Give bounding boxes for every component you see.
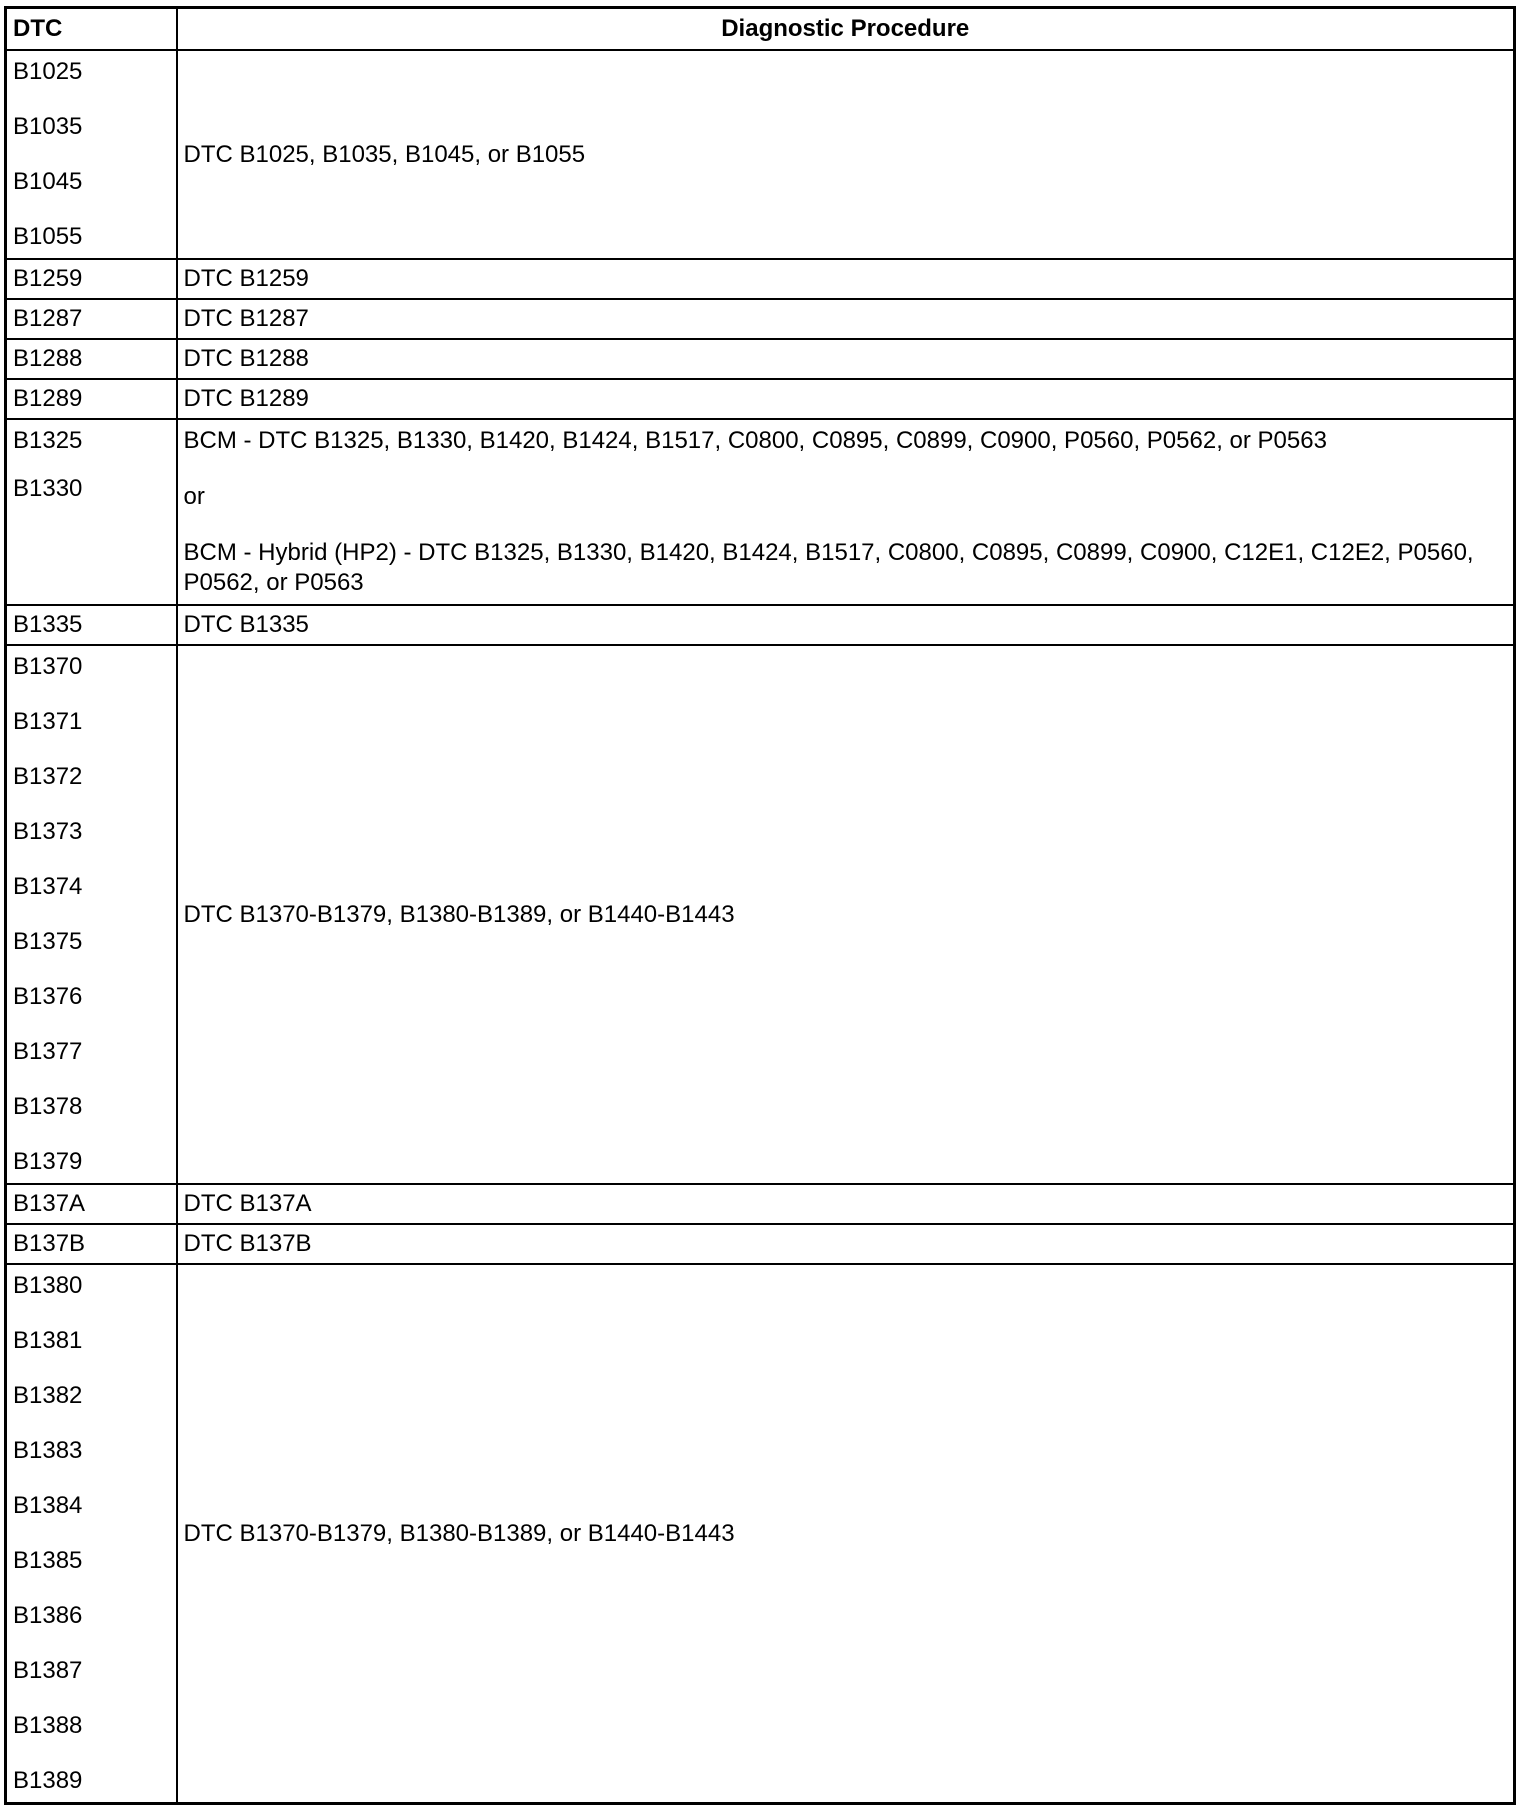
header-row xyxy=(6,8,1515,51)
dtc-code: B1389 xyxy=(13,1767,83,1794)
dtc-code: B1372 xyxy=(13,763,83,790)
table-row xyxy=(6,1264,1515,1804)
dtc-cell xyxy=(6,1224,177,1264)
dtc-code: B1374 xyxy=(13,873,83,900)
procedure-column-header: Diagnostic Procedure xyxy=(177,8,1515,51)
table-row xyxy=(6,419,1515,605)
dtc-cell xyxy=(6,339,177,379)
dtc-code: B1376 xyxy=(13,983,83,1010)
dtc-code: B1370 xyxy=(13,653,83,680)
dtc-code: B1387 xyxy=(13,1657,83,1684)
procedure-text: DTC B1025, B1035, B1045, or B1055 xyxy=(183,140,586,168)
procedure-text: or xyxy=(183,483,205,510)
dtc-code: B137A xyxy=(13,1190,86,1217)
table-row xyxy=(6,1184,1515,1224)
procedure-cell xyxy=(177,1264,1515,1804)
dtc-code: B1259 xyxy=(13,265,83,292)
procedure-cell xyxy=(177,645,1515,1184)
dtc-cell xyxy=(6,419,177,605)
dtc-cell xyxy=(6,645,177,1184)
dtc-code: B1379 xyxy=(13,1148,83,1175)
dtc-code: B1378 xyxy=(13,1093,83,1120)
dtc-code: B1383 xyxy=(13,1437,83,1464)
dtc-code: B1288 xyxy=(13,345,83,372)
dtc-code: B1035 xyxy=(13,113,83,140)
dtc-code: B137B xyxy=(13,1230,86,1257)
dtc-code: B1385 xyxy=(13,1547,83,1574)
dtc-code: B1325 xyxy=(13,427,83,454)
procedure-text: DTC B137B xyxy=(183,1230,312,1257)
procedure-cell xyxy=(177,379,1515,419)
procedure-text: DTC B137A xyxy=(183,1190,312,1217)
dtc-cell xyxy=(6,605,177,645)
procedure-cell xyxy=(177,259,1515,299)
procedure-text: BCM - Hybrid (HP2) - DTC B1325, B1330, B1420, B1424, B1517, C0800, C0895, C0899, C0900, C12E1, C12E2, P0560, P0562, or P0563 xyxy=(183,539,1474,596)
dtc-column-header: DTC xyxy=(6,8,177,51)
dtc-code: B1055 xyxy=(13,223,83,250)
table-row xyxy=(6,299,1515,339)
dtc-table xyxy=(4,6,1516,1805)
procedure-text: DTC B1335 xyxy=(183,611,309,638)
dtc-cell xyxy=(6,379,177,419)
procedure-cell xyxy=(177,299,1515,339)
dtc-code: B1384 xyxy=(13,1492,83,1519)
table-row xyxy=(6,605,1515,645)
dtc-cell xyxy=(6,299,177,339)
dtc-code: B1381 xyxy=(13,1327,83,1354)
procedure-cell xyxy=(177,50,1515,259)
procedure-text: BCM - DTC B1325, B1330, B1420, B1424, B1517, C0800, C0895, C0899, C0900, P0560, P0562, or P0563 xyxy=(183,427,1327,454)
dtc-code: B1025 xyxy=(13,58,83,85)
procedure-text: DTC B1370-B1379, B1380-B1389, or B1440-B1443 xyxy=(183,900,735,928)
dtc-code: B1373 xyxy=(13,818,83,845)
dtc-code: B1380 xyxy=(13,1272,83,1299)
dtc-code: B1045 xyxy=(13,168,83,195)
table-row xyxy=(6,339,1515,379)
dtc-code: B1375 xyxy=(13,928,83,955)
dtc-cell xyxy=(6,259,177,299)
dtc-code: B1388 xyxy=(13,1712,83,1739)
table-row xyxy=(6,645,1515,1184)
procedure-cell xyxy=(177,419,1515,605)
dtc-code: B1287 xyxy=(13,305,83,332)
procedure-text: DTC B1288 xyxy=(183,345,309,372)
table-row xyxy=(6,50,1515,259)
procedure-text: DTC B1370-B1379, B1380-B1389, or B1440-B1443 xyxy=(183,1519,735,1547)
dtc-cell xyxy=(6,1264,177,1804)
table-body xyxy=(6,50,1515,1804)
dtc-code: B1382 xyxy=(13,1382,83,1409)
procedure-text: DTC B1287 xyxy=(183,305,309,332)
dtc-code: B1386 xyxy=(13,1602,83,1629)
table-row xyxy=(6,259,1515,299)
dtc-code: B1335 xyxy=(13,611,83,638)
procedure-cell xyxy=(177,339,1515,379)
procedure-cell xyxy=(177,1224,1515,1264)
dtc-code: B1371 xyxy=(13,708,83,735)
dtc-cell xyxy=(6,50,177,259)
procedure-text: DTC B1289 xyxy=(183,385,309,412)
dtc-code: B1377 xyxy=(13,1038,83,1065)
procedure-cell xyxy=(177,1184,1515,1224)
procedure-cell xyxy=(177,605,1515,645)
dtc-code: B1289 xyxy=(13,385,83,412)
dtc-cell xyxy=(6,1184,177,1224)
dtc-code: B1330 xyxy=(13,475,83,502)
table-row xyxy=(6,379,1515,419)
table-row xyxy=(6,1224,1515,1264)
procedure-text: DTC B1259 xyxy=(183,265,309,292)
